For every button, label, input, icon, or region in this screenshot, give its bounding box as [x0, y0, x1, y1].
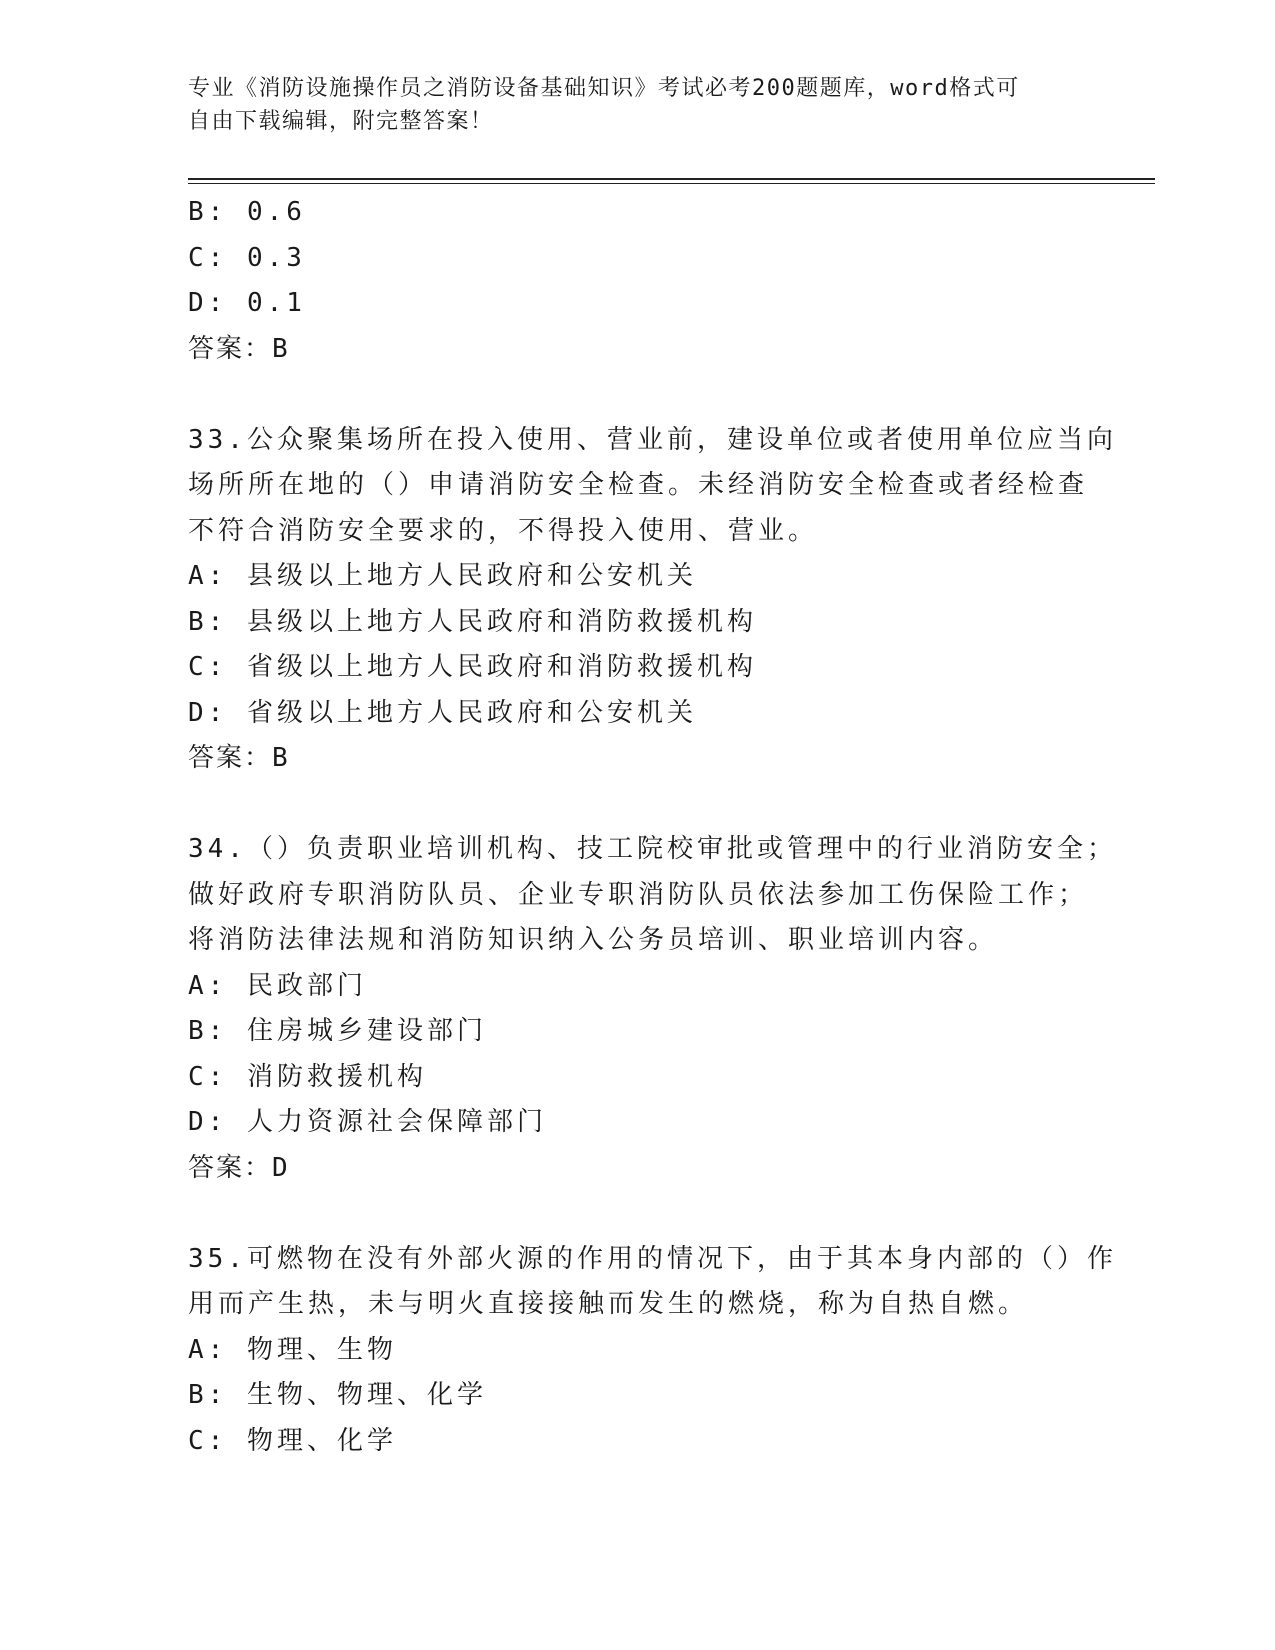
question-34 — [188, 827, 1117, 1191]
answer: 答案：B — [188, 333, 290, 364]
question-stem-line: 场所所在地的（）申请消防安全检查。未经消防安全检查或者经检查 — [188, 470, 1089, 500]
option-a: A: 县级以上地方人民政府和公安机关 — [188, 561, 697, 591]
option-d: D: 人力资源社会保障部门 — [188, 1107, 547, 1137]
option-a: A: 民政部门 — [188, 970, 367, 1001]
question-stem-line: 用而产生热，未与明火直接接触而发生的燃烧，称为自热自燃。 — [188, 1289, 1029, 1319]
option-b: B: 生物、物理、化学 — [188, 1380, 487, 1410]
document-header — [188, 72, 1088, 138]
question-35 — [188, 1237, 1117, 1465]
option-b: B: 住房城乡建设部门 — [188, 1016, 487, 1046]
option-d: D: 省级以上地方人民政府和公安机关 — [188, 697, 697, 728]
option-a: A: 物理、生物 — [188, 1334, 397, 1365]
question-stem-line: 33.公众聚集场所在投入使用、营业前，建设单位或者使用单位应当向 — [188, 424, 1117, 455]
option-c: C: 省级以上地方人民政府和消防救援机构 — [188, 652, 757, 682]
question-stem-line: 35.可燃物在没有外部火源的作用的情况下，由于其本身内部的（）作 — [188, 1243, 1117, 1274]
option-b: B: 0.6 — [188, 197, 306, 227]
option-d: D: 0.1 — [188, 288, 306, 318]
spacer — [188, 782, 1088, 828]
answer: 答案：B — [188, 743, 290, 773]
question-stem-line: 做好政府专职消防队员、企业专职消防队员依法参加工伤保险工作； — [188, 879, 1089, 910]
header-divider-thick — [188, 178, 1155, 180]
question-stem-line: 将消防法律法规和消防知识纳入公务员培训、职业培训内容。 — [188, 925, 999, 955]
header-line-1: 专业《消防设施操作员之消防设备基础知识》考试必考200题题库，word格式可 — [188, 76, 1020, 101]
option-c: C: 物理、化学 — [188, 1425, 397, 1456]
spacer — [188, 1191, 1088, 1237]
spacer — [188, 372, 1088, 418]
answer: 答案：D — [188, 1152, 290, 1183]
question-list — [188, 190, 1117, 1464]
question-stem-line: 不符合消防安全要求的，不得投入使用、营业。 — [188, 515, 819, 546]
question-stem-line: 34.（）负责职业培训机构、技工院校审批或管理中的行业消防安全； — [188, 834, 1117, 864]
question-32-tail — [188, 190, 1088, 372]
header-divider-thin — [188, 183, 1155, 184]
option-b: B: 县级以上地方人民政府和消防救援机构 — [188, 606, 757, 637]
option-c: C: 消防救援机构 — [188, 1061, 427, 1092]
header-line-2: 自由下载编辑，附完整答案！ — [188, 109, 494, 134]
question-33 — [188, 418, 1117, 782]
option-c: C: 0.3 — [188, 242, 306, 273]
